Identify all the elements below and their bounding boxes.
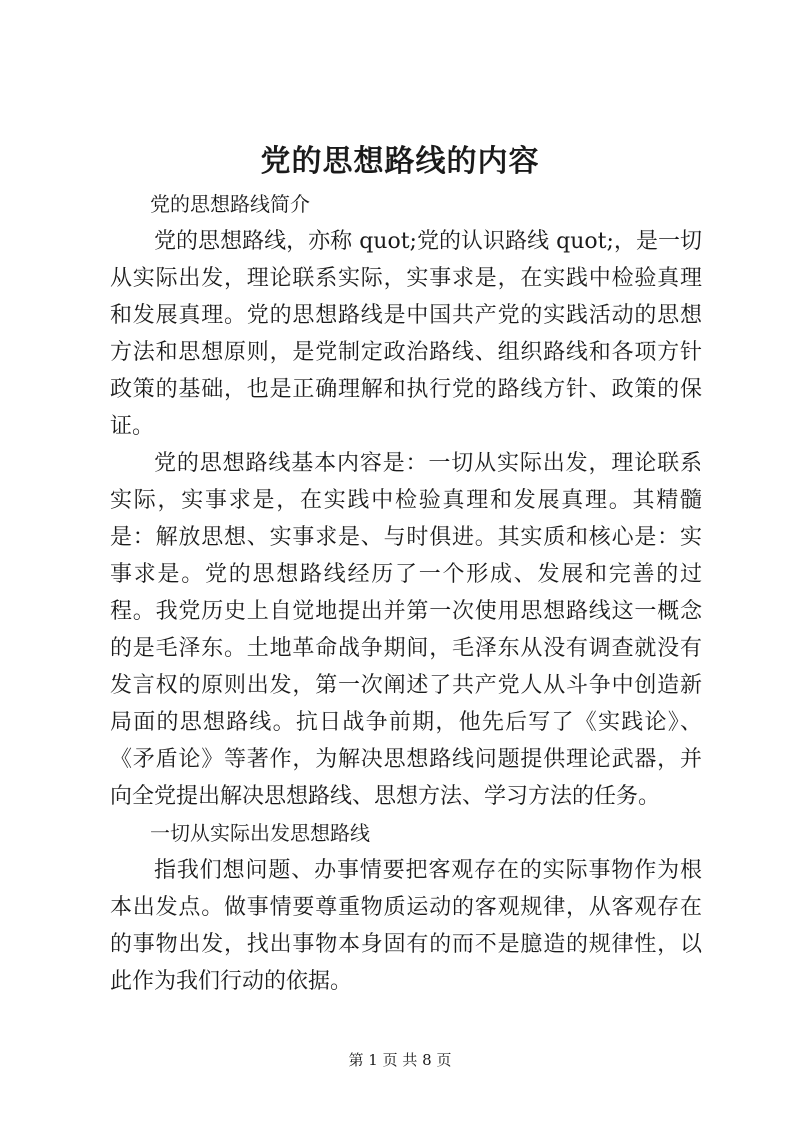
- document-title: 党的思想路线的内容: [260, 144, 540, 179]
- section-heading-from-reality: 一切从实际出发思想路线: [150, 821, 370, 845]
- document-body: [110, 186, 702, 1000]
- paragraph-basic-content: 党的思想路线基本内容是：一切从实际出发，理论联系实际，实事求是，在实践中检验真理和发展真理。其精髓是：解放思想、实事求是、与时俱进。其实质和核心是：实事求是。党的思想路线经历了一个形成、发展和完善的过程。我党历史上自觉地提出并第一次使用思想路线这一概念的是毛泽东。土地革命战争期间，毛泽东从没有调查就没有发言权的原则出发，第一次阐述了共产党人从斗争中创造新局面的思想路线。抗日战争前期，他先后写了《实践论》、《矛盾论》等著作，为解决思想路线问题提供理论武器，并向全党提出解决思想路线、思想方法、学习方法的任务。: [110, 451, 702, 809]
- paragraph-definition: 党的思想路线，亦称 quot;党的认识路线 quot;，是一切从实际出发，理论联系实际，实事求是，在实践中检验真理和发展真理。党的思想路线是中国共产党的实践活动的思想方法和思想原则，是党制定政治路线、组织路线和各项方针政策的基础，也是正确理解和执行党的路线方针、政策的保证。: [110, 229, 702, 439]
- page-footer: 第 1 页 共 8 页: [348, 1051, 452, 1069]
- paragraph-from-reality: 指我们想问题、办事情要把客观存在的实际事物作为根本出发点。做事情要尊重物质运动的客观规律，从客观存在的事物出发，找出事物本身固有的而不是臆造的规律性，以此作为我们行动的依据。: [110, 858, 702, 994]
- section-heading-intro: 党的思想路线简介: [150, 192, 310, 216]
